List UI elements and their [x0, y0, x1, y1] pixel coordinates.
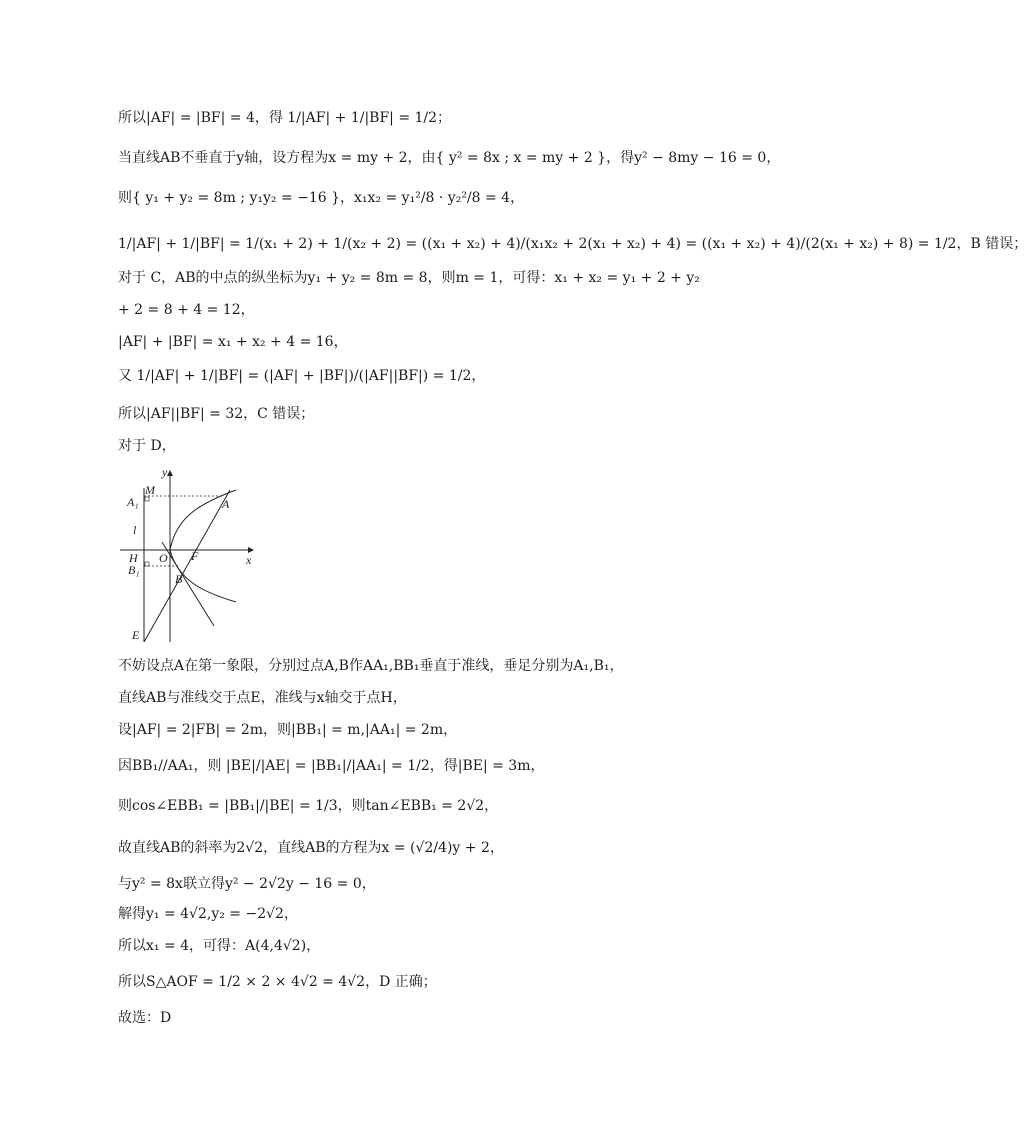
label-x: x: [246, 553, 252, 567]
text-line-8: 又 1/|AF| + 1/|BF| = (|AF| + |BF|)/(|AF||BF|) = 1/2，: [118, 368, 486, 384]
text-line-1: 所以|AF| = |BF| = 4，得 1/|AF| + 1/|BF| = 1/2；: [118, 110, 452, 126]
text-line-9: 所以|AF||BF| = 32，C 错误；: [118, 406, 315, 422]
text-line-5: 对于 C，AB的中点的纵坐标为y₁ + y₂ = 8m = 8，则m = 1，可得：x₁ + x₂ = y₁ + 2 + y₂: [118, 270, 700, 286]
label-f: F: [191, 549, 199, 563]
label-o: O: [159, 551, 168, 565]
text-line-2: 当直线AB不垂直于y轴，设方程为x = my + 2，由{ y² = 8x ; x = my + 2 }，得y² − 8my − 16 = 0，: [118, 150, 781, 166]
label-e: E: [132, 628, 140, 642]
text-line-12: 直线AB与准线交于点E，准线与x轴交于点H，: [118, 690, 407, 706]
label-b: B: [175, 572, 183, 586]
label-a1: A₁: [127, 495, 139, 509]
text-line-11: 不妨设点A在第一象限，分别过点A,B作AA₁,BB₁垂直于准线，垂足分别为A₁,B₁，: [118, 658, 624, 674]
right-angle-a1: [145, 497, 149, 501]
label-y: y: [162, 465, 168, 479]
label-b1: B₁: [128, 563, 140, 577]
text-line-13: 设|AF| = 2|FB| = 2m，则|BB₁| = m,|AA₁| = 2m，: [118, 722, 458, 738]
text-line-4: 1/|AF| + 1/|BF| = 1/(x₁ + 2) + 1/(x₂ + 2) = ((x₁ + x₂) + 4)/(x₁x₂ + 2(x₁ + x₂) + 4) = ((x₁ + x₂) + 4)/(2(x₁ + x₂) + 8) = 1/2，B 错误；: [118, 236, 1027, 252]
text-line-15: 则cos∠EBB₁ = |BB₁|/|BE| = 1/3，则tan∠EBB₁ = 2√2，: [118, 798, 499, 814]
text-line-14: 因BB₁//AA₁，则 |BE|/|AE| = |BB₁|/|AA₁| = 1/2，得|BE| = 3m，: [118, 758, 545, 774]
label-l: l: [133, 523, 137, 537]
text-line-7: |AF| + |BF| = x₁ + x₂ + 4 = 16，: [118, 334, 348, 350]
label-h: H: [129, 551, 138, 565]
text-line-3: 则{ y₁ + y₂ = 8m ; y₁y₂ = −16 }，x₁x₂ = y₁²/8 · y₂²/8 = 4，: [118, 190, 525, 206]
text-line-10: 对于 D，: [118, 438, 176, 454]
text-line-20: 所以S△AOF = 1/2 × 2 × 4√2 = 4√2，D 正确；: [118, 974, 437, 990]
y-axis-arrow: [167, 470, 173, 476]
text-line-6: + 2 = 8 + 4 = 12，: [118, 302, 255, 318]
right-angle-b1: [145, 562, 149, 566]
text-line-16: 故直线AB的斜率为2√2，直线AB的方程为x = (√2/4)y + 2，: [118, 840, 504, 856]
label-m: M: [145, 483, 155, 497]
text-line-19: 所以x₁ = 4，可得：A(4,4√2)，: [118, 938, 321, 954]
text-line-21: 故选：D: [118, 1010, 172, 1026]
text-line-18: 解得y₁ = 4√2,y₂ = −2√2，: [118, 906, 298, 922]
label-a: A: [222, 497, 230, 511]
parabola-diagram: [118, 465, 258, 646]
text-line-17: 与y² = 8x联立得y² − 2√2y − 16 = 0，: [118, 876, 376, 892]
